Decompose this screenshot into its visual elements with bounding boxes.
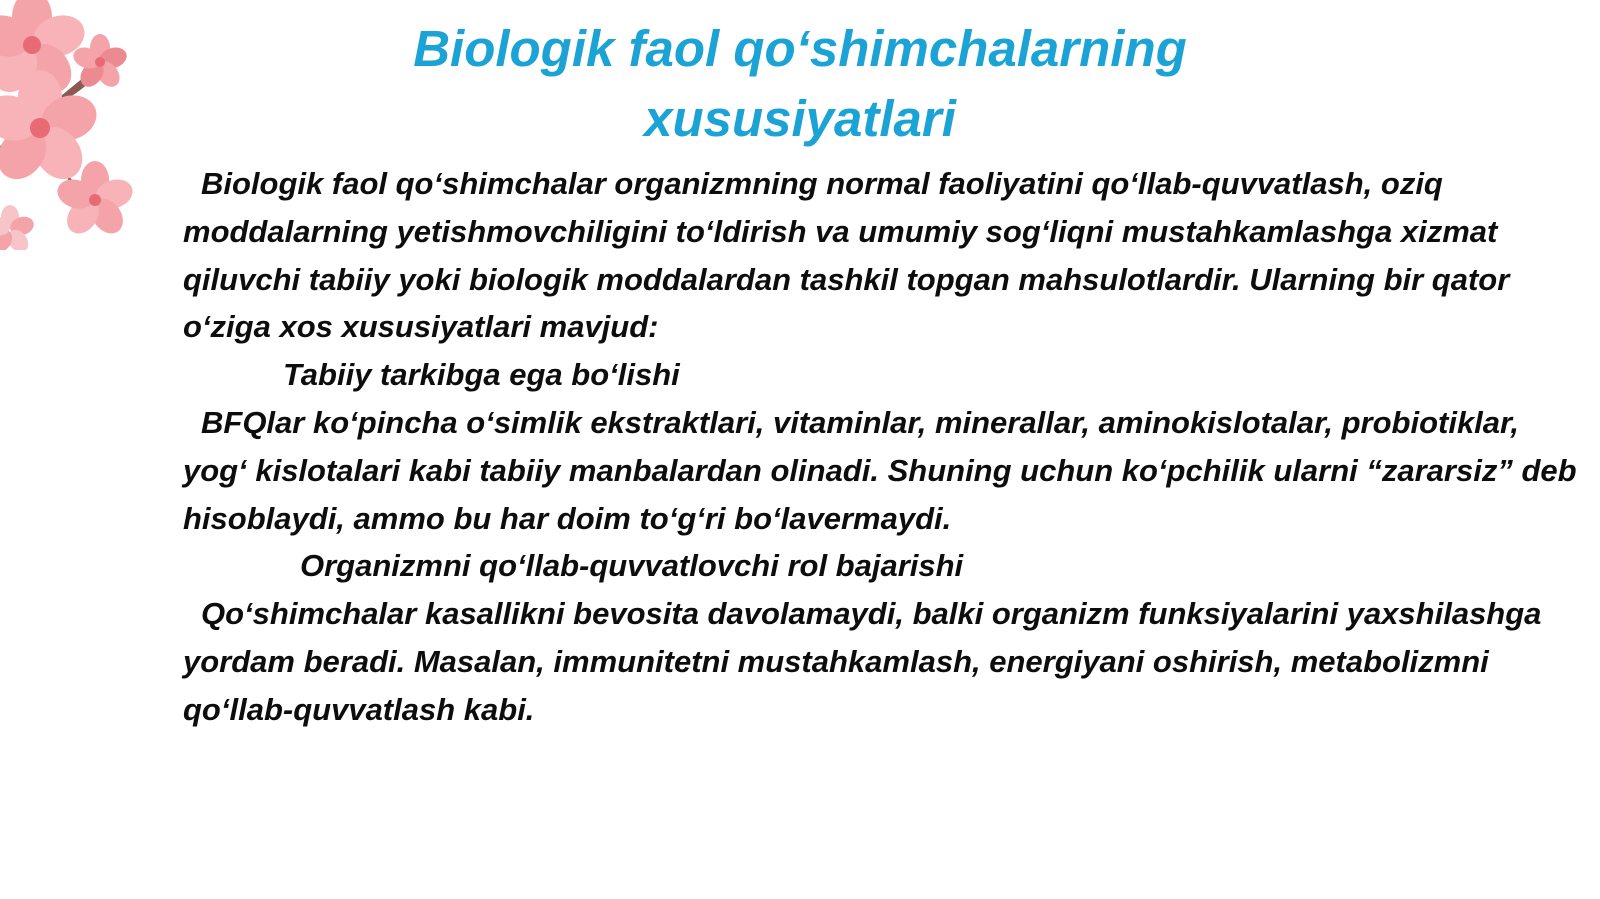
- support-role-paragraph: Qo‘shimchalar kasallikni bevosita davolamaydi, balki organizm funksiyalarini yaxshilashga yordam beradi. Masalan, immunitetni mustahkamlash, energiyani oshirish, metabolizmni qo‘llab-quvvatlash kabi.: [183, 596, 1542, 727]
- title-line-2: xususiyatlari: [644, 90, 956, 147]
- cherry-blossom-icon: [0, 0, 140, 250]
- slide-title: [300, 14, 1300, 154]
- section-heading-support: Organizmni qo‘llab-quvvatlovchi rol bajarishi: [300, 548, 964, 584]
- title-line-1: Biologik faol qo‘shimchalarning: [413, 20, 1187, 77]
- intro-paragraph: Biologik faol qo‘shimchalar organizmning normal faoliyatini qo‘llab-quvvatlash, oziq moddalarning yetishmovchiligini to‘ldirish va umumiy sog‘liqni mustahkamlashga xizmat qiluvchi tabiiy yoki biologik moddalardan tashkil topgan mahsulotlardir. Ularning bir qator o‘ziga xos xususiyatlari mavjud:: [183, 166, 1510, 345]
- slide-body: [183, 160, 1583, 734]
- natural-composition-paragraph: BFQlar ko‘pincha o‘simlik ekstraktlari, vitaminlar, minerallar, aminokislotalar, probiotiklar, yog‘ kislotalari kabi tabiiy manbalardan olinadi. Shuning uchun ko‘pchilik ularni “zararsiz” deb hisoblaydi, ammo bu har doim to‘g‘ri bo‘lavermaydi.: [183, 404, 1577, 536]
- section-heading-natural: Tabiiy tarkibga ega bo‘lishi: [283, 357, 680, 393]
